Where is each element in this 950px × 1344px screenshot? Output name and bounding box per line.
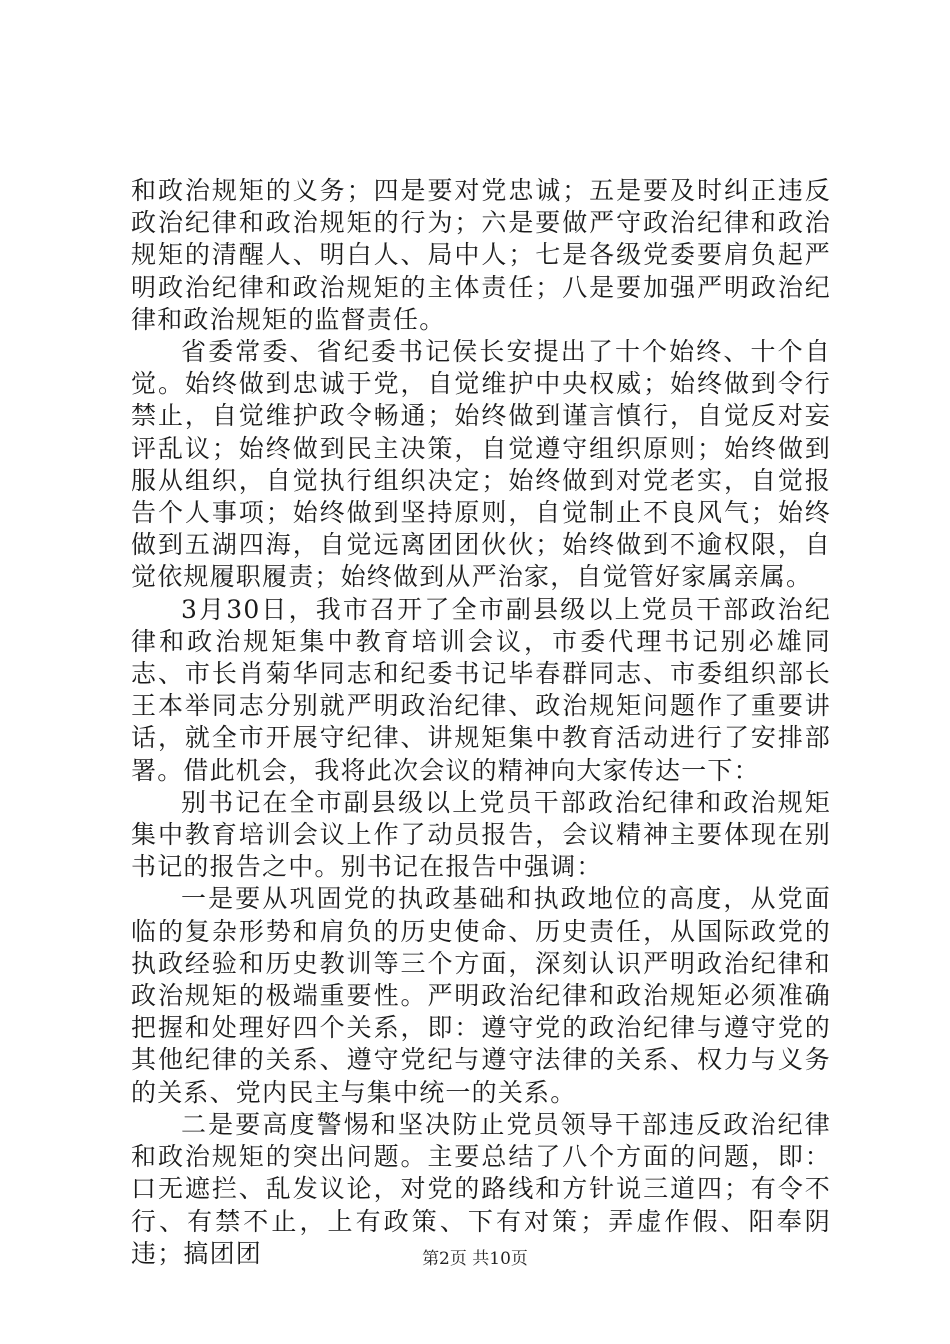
paragraph-continued: 和政治规矩的义务；四是要对党忠诚；五是要及时纠正违反政治纪律和政治规矩的行为；六是要做严守政治纪律和政治规矩的清醒人、明白人、局中人；七是各级党委要肩负起严明政治纪律和政治规矩的主体责任；八是要加强严明政治纪律和政治规矩的监督责任。 (131, 176, 831, 334)
document-body (131, 175, 831, 1270)
paragraph: 省委常委、省纪委书记侯长安提出了十个始终、十个自觉。始终做到忠诚于党，自觉维护中央权威；始终做到令行禁止，自觉维护政令畅通；始终做到谨言慎行，自觉反对妄评乱议；始终做到民主决策，自觉遵守组织原则；始终做到服从组织，自觉执行组织决定；始终做到对党老实，自觉报告个人事项；始终做到坚持原则，自觉制止不良风气；始终做到五湖四海，自觉远离团团伙伙；始终做到不逾权限，自觉依规履职履责；始终做到从严治家，自觉管好家属亲属。 (131, 337, 831, 592)
page-number-footer: 第2页 共10页 (422, 1249, 528, 1269)
paragraph: 3月30日，我市召开了全市副县级以上党员干部政治纪律和政治规矩集中教育培训会议，市委代理书记别必雄同志、市长肖菊华同志和纪委书记毕春群同志、市委组织部长王本举同志分别就严明政治纪律、政治规矩问题作了重要讲话，就全市开展守纪律、讲规矩集中教育活动进行了安排部署。借此机会，我将此次会议的精神向大家传达一下： (131, 594, 831, 785)
paragraph: 别书记在全市副县级以上党员干部政治纪律和政治规矩集中教育培训会议上作了动员报告，会议精神主要体现在别书记的报告之中。别书记在报告中强调： (131, 787, 831, 882)
paragraph: 一是要从巩固党的执政基础和执政地位的高度，从党面临的复杂形势和肩负的历史使命、历史责任，从国际政党的执政经验和历史教训等三个方面，深刻认识严明政治纪律和政治规矩的极端重要性。严明政治纪律和政治规矩必须准确把握和处理好四个关系，即：遵守党的政治纪律与遵守党的其他纪律的关系、遵守党纪与遵守法律的关系、权力与义务的关系、党内民主与集中统一的关系。 (131, 884, 831, 1107)
paragraph: 二是要高度警惕和坚决防止党员领导干部违反政治纪律和政治规矩的突出问题。主要总结了八个方面的问题，即：口无遮拦、乱发议论，对党的路线和方针说三道四；有令不行、有禁不止，上有政策、下有对策；弄虚作假、阳奉阴违；搞团团 (131, 1109, 831, 1268)
